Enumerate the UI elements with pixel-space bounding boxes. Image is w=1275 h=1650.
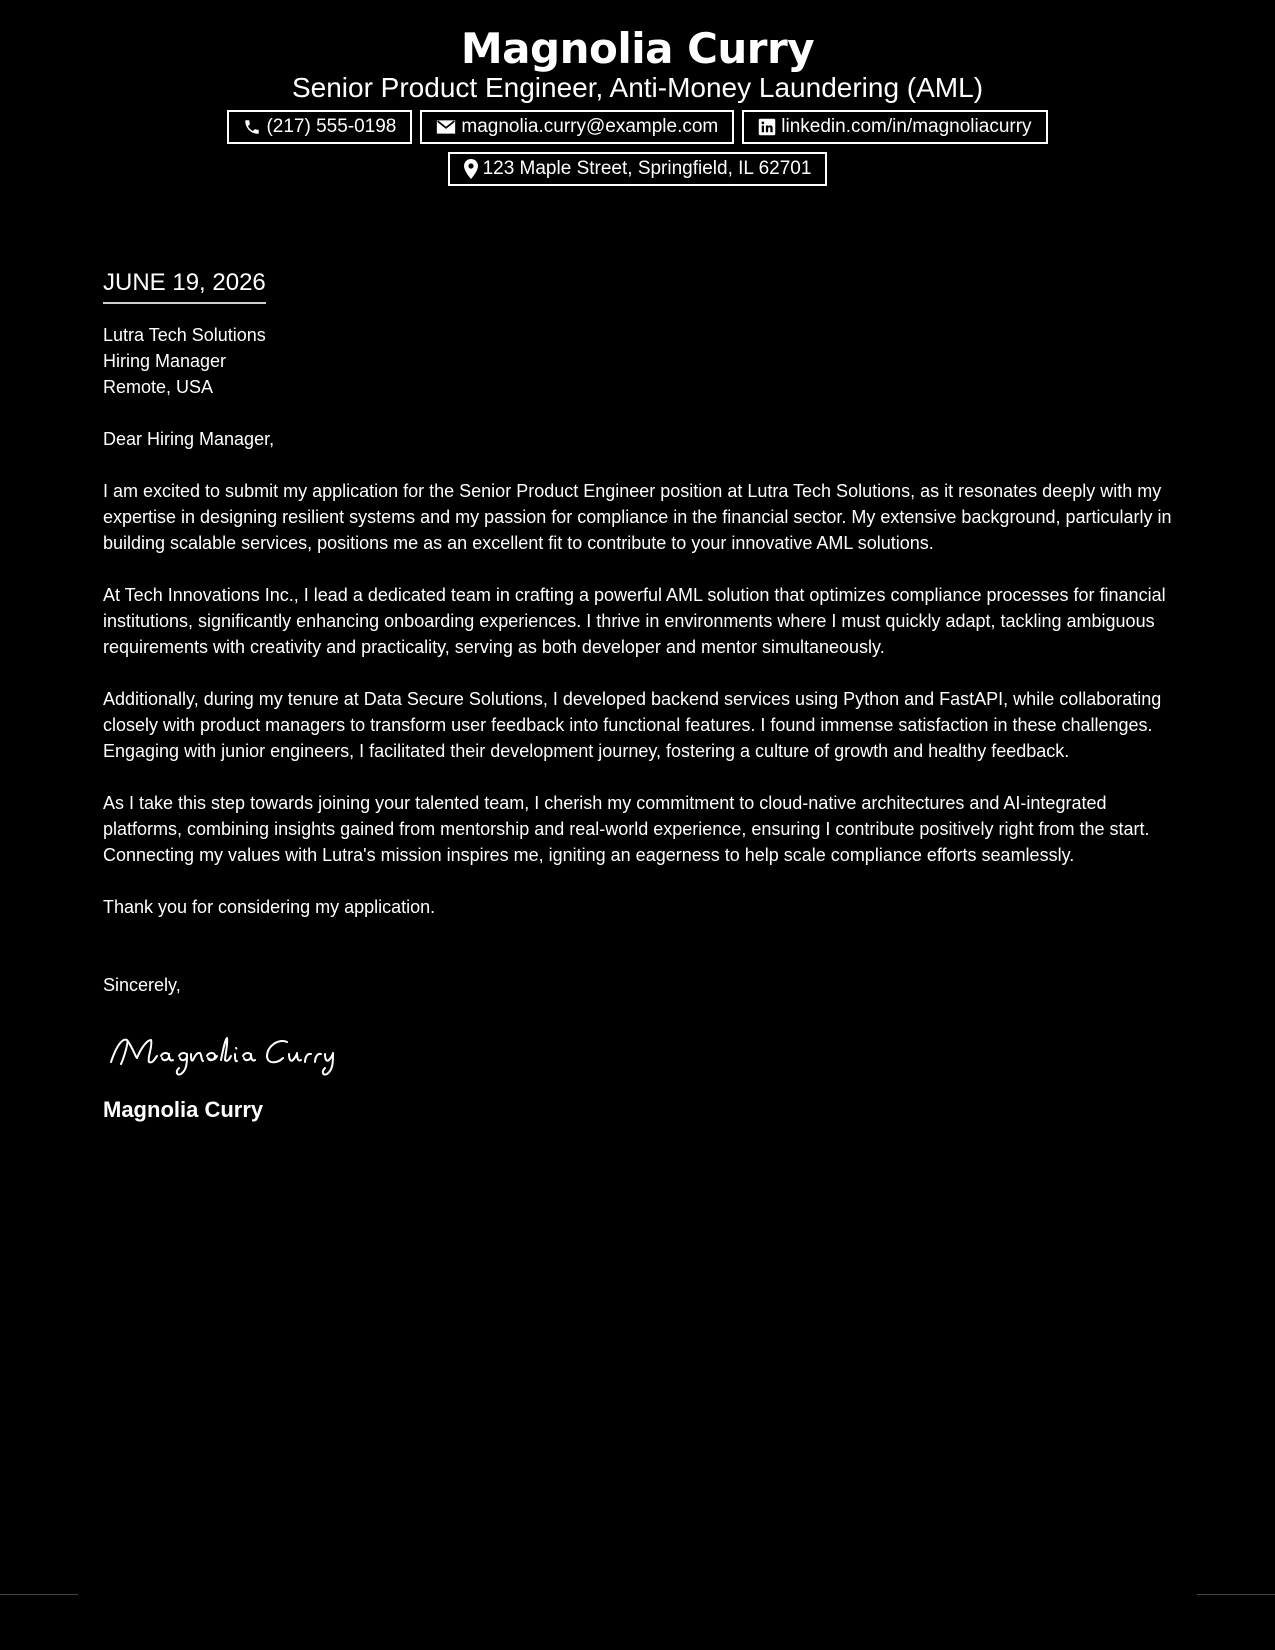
- address-text: 123 Maple Street, Springfield, IL 62701: [482, 158, 812, 179]
- letter-body: [103, 266, 1183, 1124]
- footer-rule-left: [0, 1594, 78, 1595]
- applicant-title: Senior Product Engineer, Anti-Money Laundering (AML): [291, 72, 984, 103]
- contact-bar: [208, 110, 1068, 186]
- letter-header: [0, 22, 1275, 186]
- linkedin-icon: [758, 118, 776, 136]
- signed-name: Magnolia Curry: [103, 1097, 264, 1122]
- letter-date: JUNE 19, 2026: [103, 266, 266, 304]
- contact-address: [448, 152, 828, 186]
- applicant-name: Magnolia Curry: [460, 24, 815, 73]
- recipient-company: Lutra Tech Solutions: [103, 325, 266, 345]
- contact-email[interactable]: [420, 110, 734, 144]
- contact-linkedin[interactable]: [742, 110, 1047, 144]
- paragraph: Thank you for considering my application.: [103, 897, 436, 917]
- envelope-icon: [436, 119, 456, 135]
- paragraph: As I take this step towards joining your talented team, I cherish my commitment to cloud-native architectures and AI-integrated platforms, combining insights gained from mentorship and real-world experience, ensuring I contribute positively right from the start. Connecting my values with Lutra's mission inspires me, igniting an eagerness to help scale compliance efforts seamlessly.: [103, 793, 1150, 865]
- phone-text: (217) 555-0198: [266, 116, 397, 137]
- map-pin-icon: [464, 159, 478, 179]
- footer-rule-right: [1197, 1594, 1275, 1595]
- paragraph: Additionally, during my tenure at Data Secure Solutions, I developed backend services using Python and FastAPI, while collaborating closely with product managers to transform user feedback into functional features. I found immense satisfaction in these challenges. Engaging with junior engineers, I facilitated their development journey, fostering a culture of growth and healthy feedback.: [103, 689, 1162, 761]
- paragraph: At Tech Innovations Inc., I lead a dedicated team in crafting a powerful AML solution that optimizes compliance processes for financial institutions, significantly enhancing onboarding experiences. I thrive in environments where I must quickly adapt, tackling ambiguous requirements with creativity and practicality, serving as both developer and mentor simultaneously.: [103, 585, 1166, 657]
- recipient-block: [103, 322, 1183, 400]
- salutation: Dear Hiring Manager,: [103, 429, 275, 449]
- recipient-role: Hiring Manager: [103, 351, 227, 371]
- contact-phone[interactable]: [227, 110, 412, 144]
- recipient-location: Remote, USA: [103, 377, 214, 397]
- signature-image: [107, 1026, 367, 1078]
- email-text: magnolia.curry@example.com: [461, 116, 719, 137]
- phone-icon: [243, 118, 261, 136]
- linkedin-text: linkedin.com/in/magnoliacurry: [781, 116, 1032, 137]
- closing: Sincerely,: [103, 975, 181, 995]
- paragraph: I am excited to submit my application for the Senior Product Engineer position at Lutra Tech Solutions, as it resonates deeply with my expertise in designing resilient systems and my passion for compliance in the financial sector. My extensive background, particularly in building scalable services, positions me as an excellent fit to contribute to your innovative AML solutions.: [103, 481, 1172, 553]
